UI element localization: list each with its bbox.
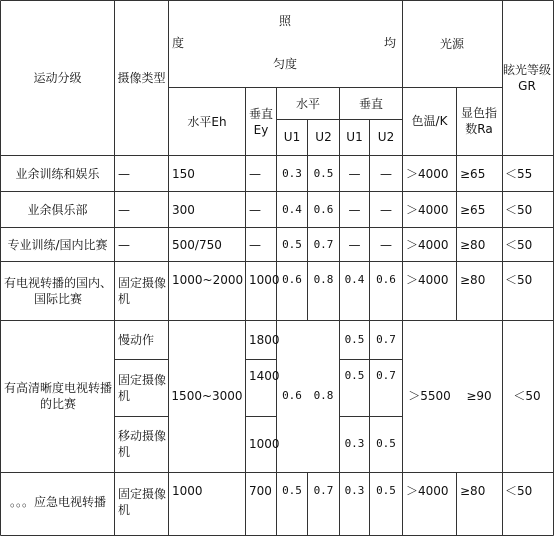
header-vertical-u2: U2 (377, 130, 395, 144)
row1-temp: ＞4000 (406, 166, 449, 181)
row5-sub3-v-u2: 0.5 (376, 437, 396, 450)
row6-ev: 700 (249, 484, 272, 498)
row1-v-u2: — (380, 166, 392, 181)
header-horizontal-eh: 水平Eh (187, 114, 227, 129)
row6-ra: ≥80 (460, 484, 486, 498)
row2-h-u1: 0.4 (282, 202, 302, 216)
header-uniformity: 匀度 (272, 57, 297, 71)
row2-ra: ≥65 (460, 202, 486, 217)
row6-h-u1: 0.5 (282, 484, 302, 497)
row1-eh: 150 (172, 166, 195, 181)
header-sport-level: 运动分级 (33, 70, 82, 85)
row4-v-u2: 0.6 (376, 273, 396, 286)
header-glare-rating: 眩光等级GR (502, 62, 551, 93)
row2-temp: ＞4000 (406, 202, 449, 217)
row2-eh: 300 (172, 202, 195, 217)
row1-gr: ＜55 (505, 166, 533, 181)
row5-sub2-v-u1: 0.5 (344, 369, 365, 382)
row1-h-u2: 0.5 (313, 166, 334, 180)
header-illuminance-du: 度 (171, 36, 184, 50)
header-vertical-u1: U1 (346, 130, 363, 144)
header-horizontal-u1: U1 (283, 130, 301, 144)
header-light-source: 光源 (439, 37, 464, 51)
header-illuminance-jun: 均 (383, 36, 396, 50)
row5-eh: 1500~3000 (171, 389, 243, 403)
row3-level: 专业训练/国内比赛 (7, 237, 108, 252)
row6-camera: 固定摄像机 (118, 486, 167, 517)
row1-level: 业余训练和娱乐 (15, 166, 100, 181)
row2-gr: ＜50 (505, 202, 533, 217)
row1-ra: ≥65 (460, 166, 486, 181)
row3-temp: ＞4000 (406, 237, 449, 252)
header-uniformity-vertical: 垂直 (358, 97, 383, 111)
row5-sub3-ev: 1000 (249, 437, 280, 451)
header-horizontal-u2: U2 (315, 130, 332, 144)
row4-ra: ≥80 (460, 273, 486, 287)
row4-level: 有电视转播的国内、国际比赛 (4, 275, 113, 306)
row4-temp: ＞4000 (406, 273, 449, 287)
row5-h-u1: 0.6 (282, 389, 302, 402)
row6-h-u2: 0.7 (313, 484, 334, 497)
row5-temp: ＞5500 (408, 389, 451, 403)
row2-v-u1: — (348, 202, 361, 217)
row5-sub1-v-u2: 0.7 (376, 333, 396, 346)
row5-sub2-ev: 1400 (249, 369, 280, 383)
row6-level: 。。。应急电视转播 (9, 494, 106, 509)
header-camera-type: 摄像类型 (117, 70, 166, 85)
header-uniformity-horizontal: 水平 (295, 97, 320, 111)
row4-eh: 1000~2000 (172, 273, 244, 287)
row3-ra: ≥80 (460, 237, 486, 252)
row5-sub2-v-u2: 0.7 (376, 369, 396, 382)
row3-h-u1: 0.5 (282, 237, 302, 251)
header-color-rendering-index: 显色指数Ra (460, 106, 497, 136)
row1-h-u1: 0.3 (282, 166, 302, 180)
row6-v-u1: 0.3 (344, 484, 365, 497)
row5-sub1-ev: 1800 (249, 333, 280, 347)
row4-v-u1: 0.4 (344, 273, 365, 286)
row4-camera: 固定摄像机 (118, 275, 167, 306)
header-color-temperature: 色温/K (411, 114, 448, 128)
row5-sub3-v-u1: 0.3 (344, 437, 365, 450)
row1-camera: — (118, 166, 130, 181)
row5-gr: ＜50 (513, 389, 541, 403)
row5-sub1-v-u1: 0.5 (344, 333, 365, 346)
row5-sub2-camera: 固定摄像机 (118, 373, 167, 403)
row6-temp: ＞4000 (406, 484, 449, 498)
row3-ev: — (249, 237, 261, 252)
row5-ra: ≥90 (466, 389, 492, 403)
row6-gr: ＜50 (505, 484, 533, 498)
row6-v-u2: 0.5 (376, 484, 396, 497)
row4-h-u2: 0.8 (313, 273, 334, 286)
row5-sub3-camera: 移动摄像机 (118, 429, 167, 459)
row4-h-u1: 0.6 (282, 273, 302, 286)
row1-v-u1: — (348, 166, 361, 181)
row3-h-u2: 0.7 (313, 237, 334, 251)
header-vertical-ev: 垂直Ey (248, 106, 273, 137)
row3-v-u1: — (348, 237, 361, 252)
header-illuminance-zhao: 照 (278, 14, 291, 28)
row2-v-u2: — (380, 202, 392, 217)
row2-level: 业余俱乐部 (27, 202, 88, 217)
row1-ev: — (249, 166, 261, 181)
row6-eh: 1000 (172, 484, 203, 498)
row3-gr: ＜50 (505, 237, 533, 252)
row4-ev: 1000 (249, 273, 280, 287)
row2-h-u2: 0.6 (313, 202, 334, 216)
row5-level: 有高清晰度电视转播的比赛 (4, 381, 113, 411)
row3-camera: — (118, 237, 130, 252)
row2-camera: — (118, 202, 130, 217)
row4-gr: ＜50 (505, 273, 533, 287)
row5-h-u2: 0.8 (313, 389, 334, 402)
row3-v-u2: — (380, 237, 392, 252)
row2-ev: — (249, 202, 261, 217)
row5-sub1-camera: 慢动作 (118, 333, 155, 347)
row3-eh: 500/750 (172, 237, 222, 252)
